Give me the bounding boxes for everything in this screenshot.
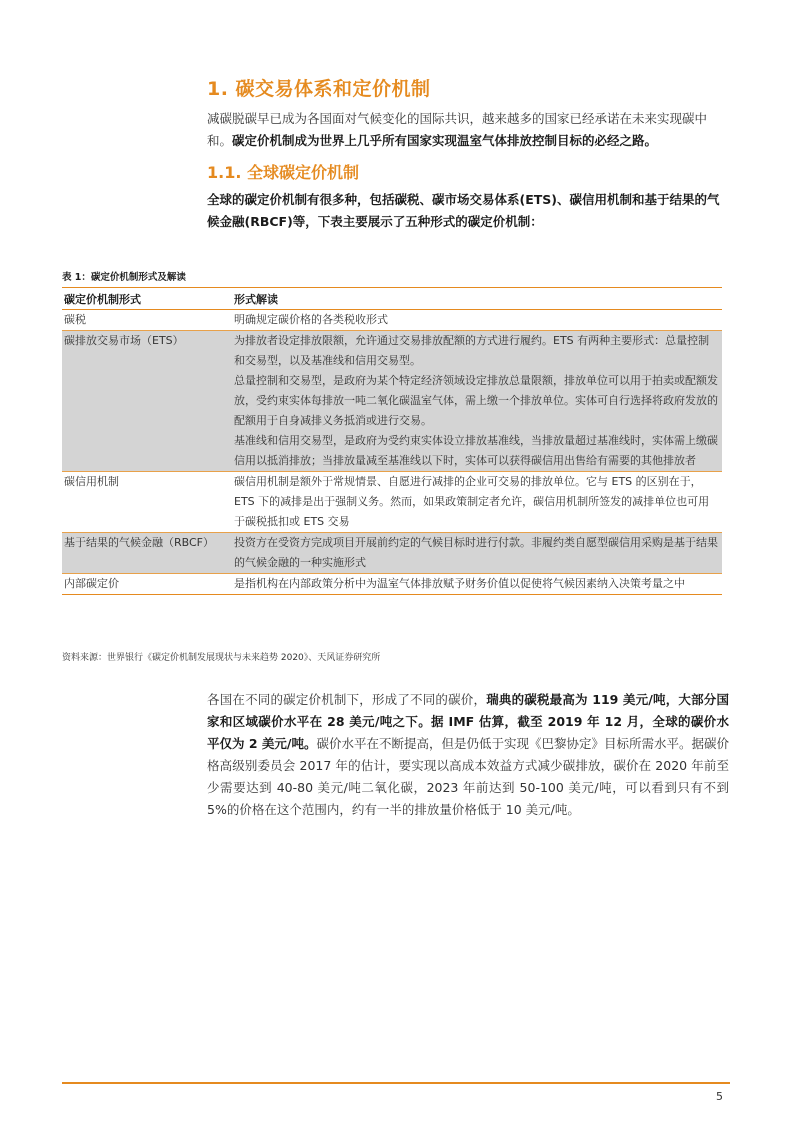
table-header-desc: 形式解读 xyxy=(234,292,278,306)
subsection-title: 1.1. 全球碳定价机制 xyxy=(207,163,359,182)
table-source: 资料来源：世界银行《碳定价机制发展现状与未来趋势 2020》、天风证券研究所 xyxy=(62,653,381,663)
page-number: 5 xyxy=(716,1090,723,1103)
row-name: 基于结果的气候金融（RBCF） xyxy=(64,536,215,549)
footer-divider xyxy=(62,1082,730,1084)
row-desc: 明确规定碳价格的各类税收形式 xyxy=(234,313,388,326)
row-desc: 碳信用机制是额外于常规情景、自愿进行减排的企业可交易的排放单位。它与 ETS 的区别在于，ETS 下的减排是出于强制义务。然而，如果政策制定者允许，碳信用机制所签发的减排单位也可用于碳税抵扣或 ETS 交易 xyxy=(234,475,710,528)
table-row xyxy=(62,472,722,533)
body-paragraph-bold: 瑞典的碳税最高为 119 美元/吨，大部分国家和区域碳价水平在 28 美元/吨之下。据 IMF 估算，截至 2019 年 12 月，全球的碳价水平仅为 2 美元/吨。 xyxy=(207,692,729,751)
body-paragraph-a: 各国在不同的碳定价机制下，形成了不同的碳价， xyxy=(207,692,487,707)
row-desc: 为排放者设定排放限额，允许通过交易排放配额的方式进行履约。ETS 有两种主要形式：总量控制和交易型，以及基准线和信用交易型。 总量控制和交易型，是政府为某个特定经济领域设定排放总量限额，排放单位可以用于拍卖或配额发放，受约束实体每排放一吨二氧化碳温室气体，需上缴一个排放单位。实体可自行选择将政府发放的配额用于自身减排义务抵消或进行交易。 基准线和信用交易型，是政府为受约束实体设立排放基准线，当排放量超过基准线时，实体需上缴碳信用以抵消排放；当排放量减至基准线以下时，实体可以获得碳信用出售给有需要的其他排放者 xyxy=(234,334,718,467)
section-intro-normal: 减碳脱碳早已成为各国面对气候变化的国际共识，越来越多的国家已经承诺在未来实现碳中和。 xyxy=(207,111,708,148)
table-caption: 表 1：碳定价机制形式及解读 xyxy=(62,272,186,283)
body-paragraph xyxy=(207,689,729,821)
body-paragraph-c: 碳价水平在不断提高，但是仍低于实现《巴黎协定》目标所需水平。据碳价格高级别委员会 2017 年的估计，要实现以高成本效益方式减少碳排放，碳价在 2020 年前至少需要达到 40-80 美元/吨二氧化碳，2023 年前达到 50-100 美元/吨，可以看到只有不到 5%的价格在这个范围内，约有一半的排放量价格低于 10 美元/吨。 xyxy=(207,736,729,817)
section-title: 1. 碳交易体系和定价机制 xyxy=(207,78,431,100)
table-header xyxy=(62,288,722,310)
section-intro xyxy=(207,108,729,152)
row-desc: 是指机构在内部政策分析中为温室气体排放赋予财务价值以促使将气候因素纳入决策考量之中 xyxy=(234,577,685,590)
subsection-intro: 全球的碳定价机制有很多种，包括碳税、碳市场交易体系(ETS)、碳信用机制和基于结果的气候金融(RBCF)等，下表主要展示了五种形式的碳定价机制： xyxy=(207,192,720,229)
table-row xyxy=(62,533,722,574)
row-name: 内部碳定价 xyxy=(64,577,119,590)
row-name: 碳税 xyxy=(64,313,86,326)
row-desc: 投资方在受资方完成项目开展前约定的气候目标时进行付款。非履约类自愿型碳信用采购是基于结果的气候金融的一种实施形式 xyxy=(234,536,718,569)
section-intro-bold: 碳定价机制成为世界上几乎所有国家实现温室气体排放控制目标的必经之路。 xyxy=(232,133,658,148)
table-row xyxy=(62,331,722,472)
table-row xyxy=(62,310,722,331)
table-row xyxy=(62,574,722,594)
carbon-pricing-table xyxy=(62,287,722,595)
table-header-form: 碳定价机制形式 xyxy=(64,292,141,306)
row-name: 碳排放交易市场（ETS） xyxy=(64,334,184,347)
row-name: 碳信用机制 xyxy=(64,475,119,488)
